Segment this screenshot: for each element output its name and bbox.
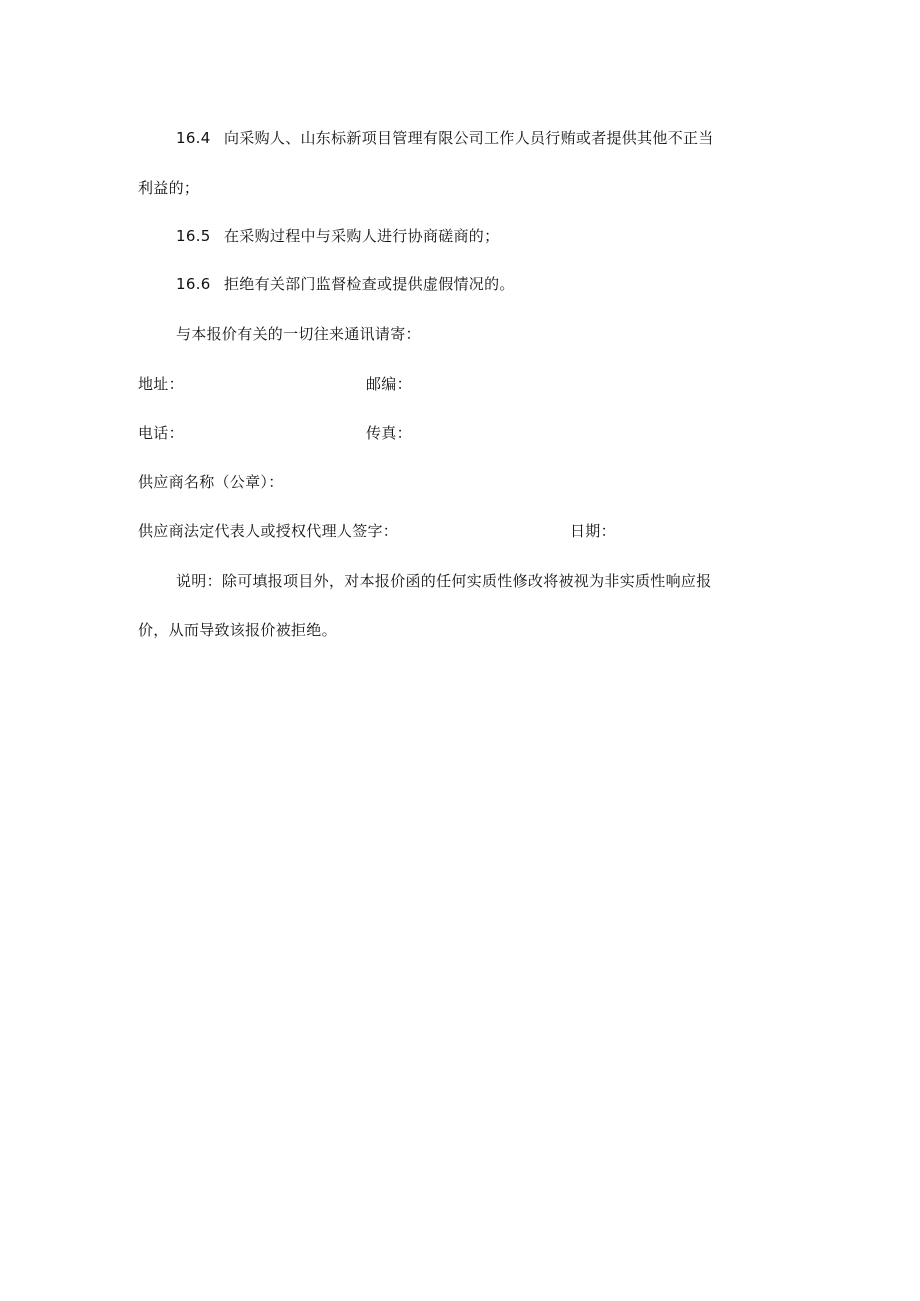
note-line-1: 说明：除可填报项目外，对本报价函的任何实质性修改将被视为非实质性响应报 [176, 572, 712, 590]
date-label: 日期： [570, 522, 616, 540]
clause-16-4 [176, 128, 714, 148]
postcode-label: 邮编： [366, 375, 412, 393]
signatory-label: 供应商法定代表人或授权代理人签字： [138, 522, 399, 540]
clause-text: 拒绝有关部门监督检查或提供虚假情况的。 [224, 275, 515, 293]
clause-text: 向采购人、山东标新项目管理有限公司工作人员行贿或者提供其他不正当 [224, 129, 714, 147]
clause-number: 16.5 [176, 227, 211, 245]
clause-16-5 [176, 226, 499, 246]
phone-label: 电话： [138, 424, 184, 442]
note-line-2: 价，从而导致该报价被拒绝。 [138, 621, 337, 639]
clause-16-6 [176, 274, 515, 294]
fax-label: 传真： [366, 424, 412, 442]
clause-16-4-continuation: 利益的； [138, 179, 200, 197]
clause-number: 16.6 [176, 275, 211, 293]
correspondence-intro: 与本报价有关的一切往来通讯请寄： [176, 325, 421, 343]
clause-number: 16.4 [176, 129, 211, 147]
supplier-name-label: 供应商名称（公章）： [138, 473, 284, 491]
clause-text: 在采购过程中与采购人进行协商磋商的； [224, 227, 500, 245]
address-label: 地址： [138, 375, 184, 393]
